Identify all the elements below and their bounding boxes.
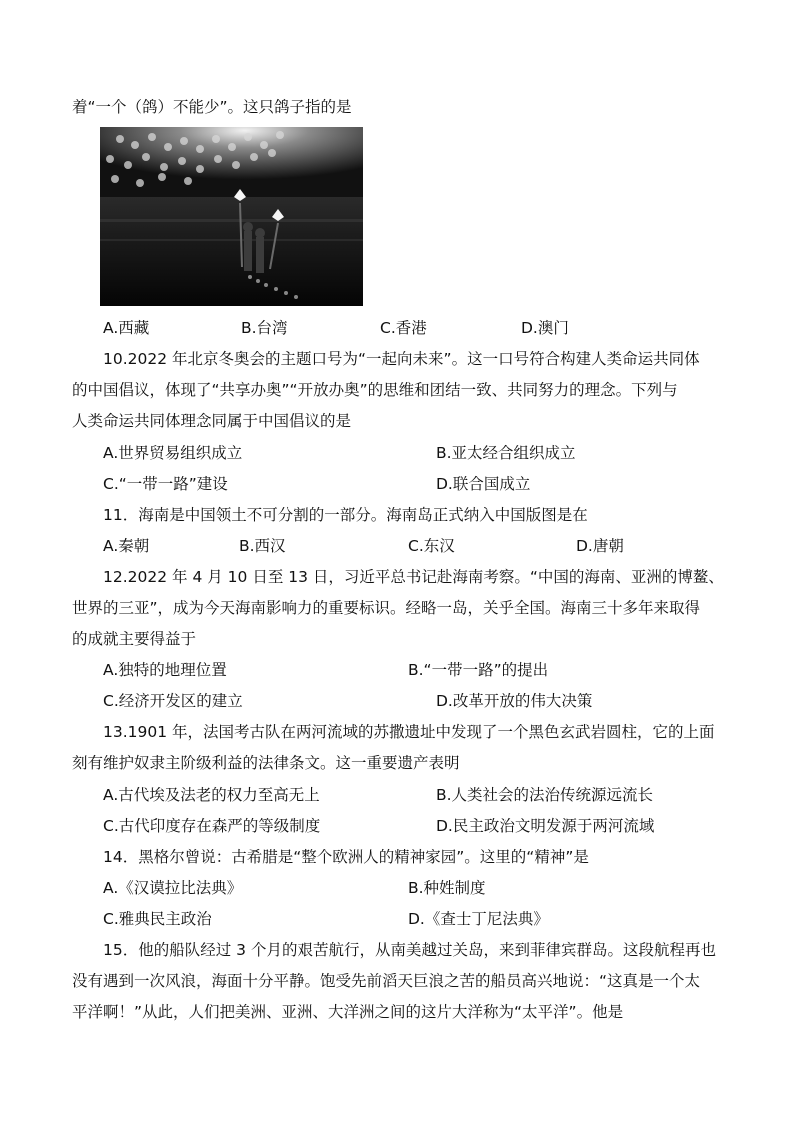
q9-option-a: A.西藏: [103, 319, 150, 337]
q9-option-c: C.香港: [380, 319, 427, 337]
question-9-stem: 着“一个（鸽）不能少”。这只鸽子指的是: [72, 98, 352, 116]
q15-stem-line-3: 平洋啊！”从此，人们把美洲、亚洲、大洋洲之间的这片大洋称为“太平洋”。他是: [72, 1003, 624, 1021]
q11-option-a: A.秦朝: [103, 537, 150, 555]
ceremony-photo-image: [100, 127, 363, 306]
q11-option-c: C.东汉: [408, 537, 455, 555]
q11-stem-line-1: 11．海南是中国领土不可分割的一部分。海南岛正式纳入中国版图是在: [103, 506, 588, 524]
q13-stem-line-1: 13.1901 年，法国考古队在两河流域的苏撒遗址中发现了一个黑色玄武岩圆柱，它的上面: [103, 723, 715, 741]
q10-option-a: A.世界贸易组织成立: [103, 444, 243, 462]
q13-option-a: A.古代埃及法老的权力至高无上: [103, 786, 320, 804]
q12-stem-line-2: 世界的三亚”，成为今天海南影响力的重要标识。经略一岛，关乎全国。海南三十多年来取得: [72, 599, 701, 617]
q12-option-d: D.改革开放的伟大决策: [436, 692, 593, 710]
q15-stem-line-1: 15．他的船队经过 3 个月的艰苦航行，从南美越过关岛，来到菲律宾群岛。这段航程再也: [103, 941, 716, 959]
q14-option-a: A.《汉谟拉比法典》: [103, 879, 243, 897]
q13-option-b: B.人类社会的法治传统源远流长: [436, 786, 654, 804]
q13-option-c: C.古代印度存在森严的等级制度: [103, 817, 321, 835]
q10-option-c: C.“一带一路”建设: [103, 475, 228, 493]
q14-option-b: B.种姓制度: [408, 879, 486, 897]
q14-stem-line-1: 14．黑格尔曾说：古希腊是“整个欧洲人的精神家园”。这里的“精神”是: [103, 848, 589, 866]
q10-stem-line-2: 的中国倡议，体现了“共享办奥”“开放办奥”的思维和团结一致、共同努力的理念。下列与: [72, 381, 678, 399]
question-9-photo: [100, 127, 363, 306]
q11-option-b: B.西汉: [239, 537, 286, 555]
q14-option-c: C.雅典民主政治: [103, 910, 212, 928]
q12-option-c: C.经济开发区的建立: [103, 692, 243, 710]
q14-option-d: D.《查士丁尼法典》: [408, 910, 549, 928]
q13-stem-line-2: 刻有维护奴隶主阶级利益的法律条文。这一重要遗产表明: [72, 754, 460, 772]
q10-stem-line-1: 10.2022 年北京冬奥会的主题口号为“一起向未来”。这一口号符合构建人类命运共同体: [103, 350, 700, 368]
q12-stem-line-3: 的成就主要得益于: [72, 630, 197, 648]
q11-option-d: D.唐朝: [576, 537, 624, 555]
q10-option-d: D.联合国成立: [436, 475, 531, 493]
q10-stem-line-3: 人类命运共同体理念同属于中国倡议的是: [72, 412, 352, 430]
q15-stem-line-2: 没有遇到一次风浪，海面十分平静。饱受先前滔天巨浪之苦的船员高兴地说：“这真是一个太: [72, 972, 701, 990]
q9-option-d: D.澳门: [521, 319, 569, 337]
q12-option-b: B.“一带一路”的提出: [408, 661, 549, 679]
q12-option-a: A.独特的地理位置: [103, 661, 227, 679]
q12-stem-line-1: 12.2022 年 4 月 10 日至 13 日，习近平总书记赴海南考察。“中国的海南、亚洲的博鳌、: [103, 568, 724, 586]
q10-option-b: B.亚太经合组织成立: [436, 444, 576, 462]
q9-option-b: B.台湾: [241, 319, 288, 337]
q13-option-d: D.民主政治文明发源于两河流域: [436, 817, 655, 835]
